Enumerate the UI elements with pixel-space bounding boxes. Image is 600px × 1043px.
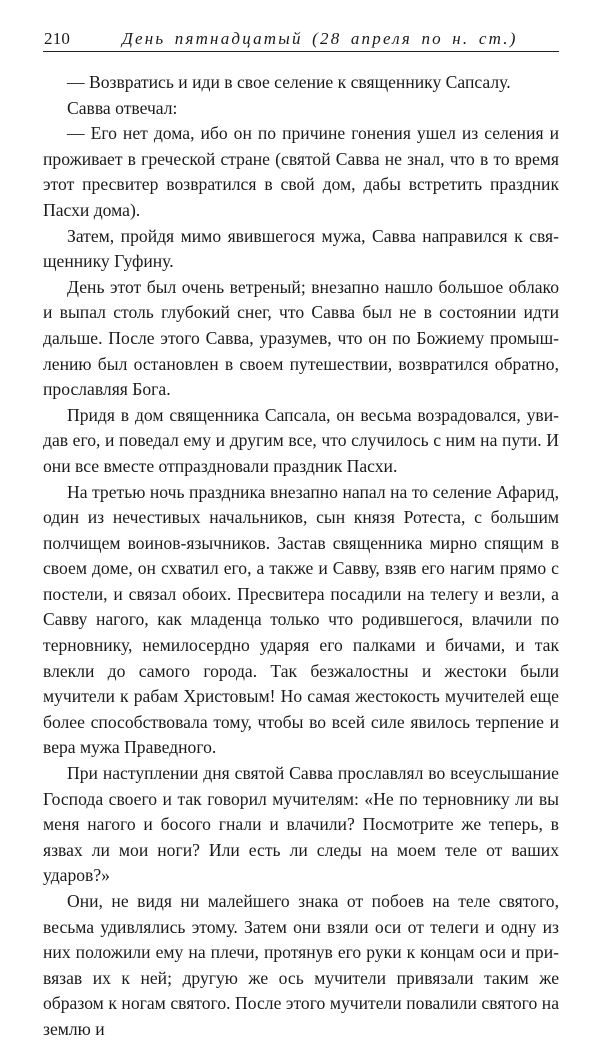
paragraph: На третью ночь праздника внезапно напал на то селение Афарид, один из нечестивых начальников, сын князя Ротеста, с большим полчищем воинов-язычников. Застав священника мирно спящим в своем доме, он схватил его, а также и Савву, взяв его нагим прямо с постели, и связал обоих. Пресвитера посадили на телегу и везли, а Савву нагого, как младенца только что родившегося, влачили по терновнику, немилосердно ударяя его палками и бичами, и так влекли до самого города. Так безжалостны и жестоки были мучители к рабам Христовым! Но самая жестокость мучителей еще более способствовала тому, чтобы во всей силе явилось терпение и вера мужа Праведного. [43, 481, 559, 758]
paragraph: Затем, пройдя мимо явившегося мужа, Савва направился к священнику Гуфину. [43, 225, 559, 272]
body-text [43, 70, 559, 1043]
paragraph: — Возвратись и иди в свое селение к священнику Сапсалу. [67, 72, 511, 92]
paragraph: День этот был очень ветреный; внезапно нашло большое облако и выпал столь глубокий снег, что Савва был не в состоянии идти дальше. После этого Савва, уразумев, что он по Божиему промышлению был остановлен в своем путешествии, возвратился обратно, прославляя Бога. [43, 276, 559, 400]
running-title: День пятнадцатый (28 апреля по н. ст.) [122, 29, 518, 48]
paragraph: — Его нет дома, ибо он по причине гонения ушел из селения и проживает в греческой стране (святой Савва не знал, что в то время этот пресвитер возвратился в свой дом, дабы встретить праздник Пасхи дома). [43, 123, 559, 220]
paragraph: Придя в дом священника Сапсала, он весьма возрадовался, увидав его, и поведал ему и другим все, что случилось с ним на пути. И они все вместе отпраздновали праздник Пасхи. [43, 404, 559, 476]
paragraph: Они, не видя ни малейшего знака от побоев на теле святого, весьма удивлялись этому. Затем они взяли оси от телеги и одну из них положили ему на плечи, протянув его руки к концам оси и привязав их к ней; другую же ось мучители привязали таким же образом к ногам святого. После этого мучители повалили святого на землю и [43, 891, 559, 1039]
paragraph: При наступлении дня святой Савва прославлял во всеуслышание Господа своего и так говорил мучителям: «Не по терновнику ли вы меня нагого и босого гнали и влачили? Посмотрите же теперь, в язвах ли мои ноги? Или есть ли следы на моем теле от ваших ударов?» [43, 763, 559, 886]
paragraph: Савва отвечал: [67, 97, 178, 118]
running-header [43, 29, 559, 52]
page-number: 210 [44, 29, 71, 48]
